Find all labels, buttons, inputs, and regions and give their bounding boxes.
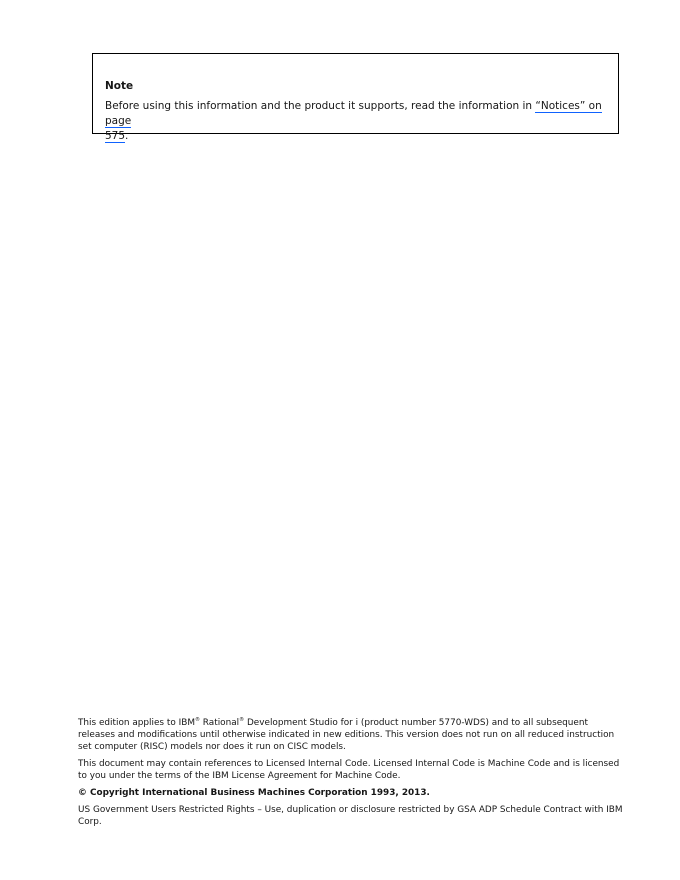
- notices-page-link[interactable]: 575: [105, 130, 126, 142]
- edition-text-3: Development Studio for i (product number 5770-WDS) and to all subsequent releases and modifications until otherwise indicated in new editions. This version does not run on all reduced instruction set computer (RISC) models nor does it run on CISC models.: [78, 718, 615, 752]
- note-box: [92, 53, 619, 142]
- note-text-before: Before using this information and the product it supports, read the information in: [105, 100, 536, 112]
- note-text-after: .: [125, 130, 129, 142]
- licensed-code-paragraph: This document may contain references to Licensed Internal Code. Licensed Internal Code is Machine Code and is licensed to you under the terms of the IBM License Agreement for Machine Code.: [78, 759, 620, 781]
- restricted-rights-text: US Government Users Restricted Rights – Use, duplication or disclosure restricted by GSA ADP Schedule Contract with IBM Corp.: [78, 805, 623, 827]
- edition-text-2: Rational: [199, 718, 240, 728]
- edition-text-1: This edition applies to IBM: [78, 718, 195, 728]
- copyright-line: © Copyright International Business Machines Corporation 1993, 2013.: [78, 788, 430, 798]
- notices-link[interactable]: “Notices” on page: [105, 100, 602, 127]
- registered-mark: ®: [194, 717, 200, 724]
- registered-mark: ®: [239, 717, 245, 724]
- note-title: Note: [105, 80, 134, 92]
- note-text: [105, 99, 606, 144]
- edition-paragraph: [78, 717, 623, 753]
- edition-notice: [78, 717, 623, 833]
